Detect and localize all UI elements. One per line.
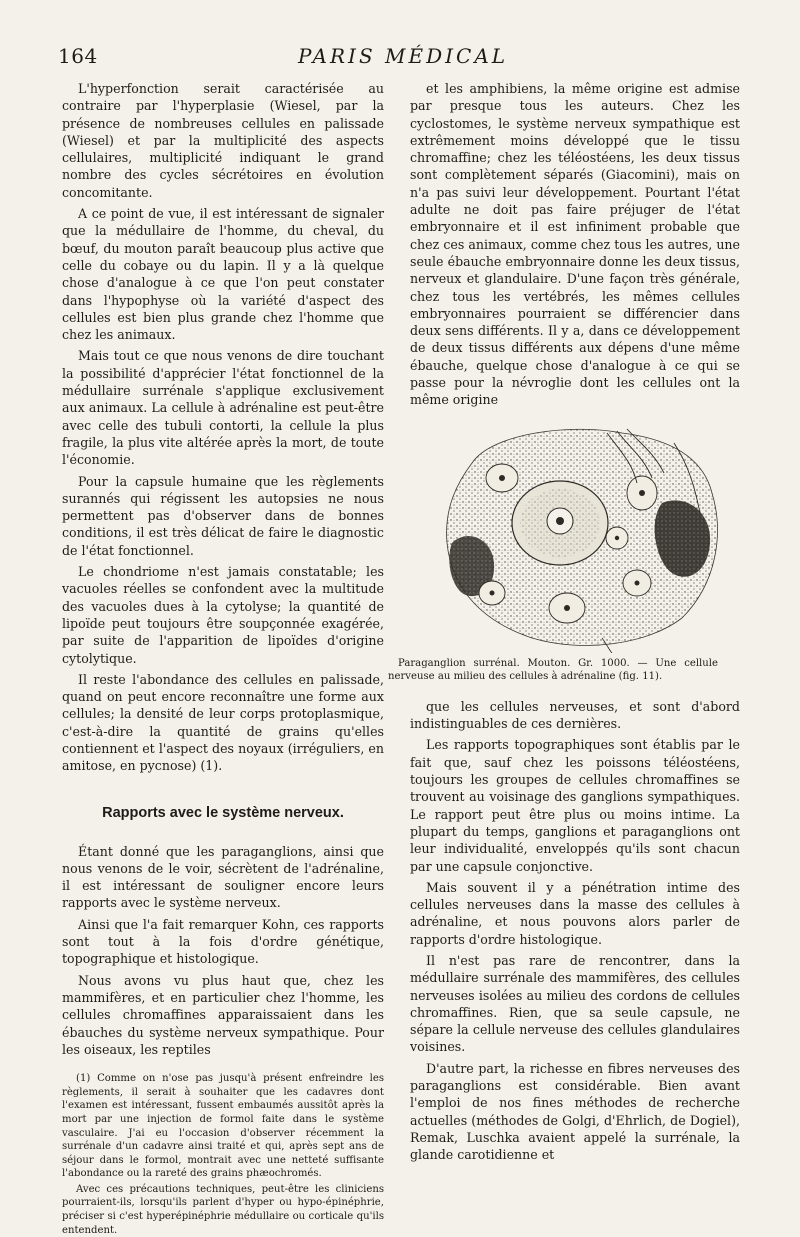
footnote: Avec ces précautions techniques, peut-être les cliniciens pourraient-ils, lorsqu'ils parlent d'hyper ou hypo-épinéphrie, préciser si c'est hyperépinéphrie médullaire ou corticale qu'ils entendent.: [62, 1183, 384, 1236]
left-column: [62, 80, 384, 1237]
paragraph: Ainsi que l'a fait remarquer Kohn, ces rapports sont tout à la fois d'ordre génétique, topographique et histologique.: [62, 916, 384, 967]
paragraph: que les cellules nerveuses, et sont d'abord indistinguables de ces dernières.: [410, 698, 740, 732]
paragraph: D'autre part, la richesse en fibres nerveuses des paraganglions est considérable. Bien avant l'emploi de nos fines méthodes de recherche actuelles (méthodes de Golgi, d'Ehrlich, de Dogiel), Remak, Luschka avaient appelé la surrénale, la glande carotidienne et: [410, 1060, 740, 1163]
paragraph: Le chondriome n'est jamais constatable; les vacuoles réelles se confondent avec la multitude des vacuoles dues à la cytolyse; la quantité de lipoïde peut toujours être soupçonnée exagérée, par suite de l'apparition de lipoïdes d'origine cytolytique.: [62, 564, 384, 666]
paragraph: Pour la capsule humaine que les règlements surannés qui régissent les autopsies ne nous permettent pas d'observer dans de bonnes conditions, il est très délicat de faire le diagnostic de l'état fonctionnel.: [62, 473, 384, 558]
paragraph: Les rapports topographiques sont établis par le fait que, sauf chez les poissons téléostéens, toujours les groupes de cellules chromaffines se trouvent au voisinage des ganglions sympathiques. Le rapport peut être plus ou moins intime. La plupart du temps, ganglions et paraganglions ont leur individualité, enveloppés qu'ils sont chacun par une capsule conjonctive.: [410, 737, 740, 874]
paragraph: A ce point de vue, il est intéressant de signaler que la médullaire de l'homme, du cheval, du bœuf, du mouton paraît beaucoup plus active que celle du cobaye ou du lapin. Il y a là quelque chose d'analogue à ce que l'on peut constater dans l'hypophyse où la variété d'aspect des cellules est bien plus grande chez l'homme que chez les animaux.: [62, 206, 384, 343]
paragraph: Il n'est pas rare de rencontrer, dans la médullaire surrénale des mammifères, des cellules nerveuses isolées au milieu des cordons de cellules chromaffines. Rien, que sa seule capsule, ne sépare la cellule nerveuse des cellules glandulaires voisines.: [410, 952, 740, 1055]
page-header: [58, 40, 748, 74]
journal-title: PARIS MÉDICAL: [297, 44, 509, 68]
page-number: 164: [58, 44, 98, 68]
paragraph: Mais tout ce que nous venons de dire touchant la possibilité d'apprécier l'état fonctionnel de la médullaire surrénale s'applique exclusivement aux animaux. La cellule à adrénaline est peut-être avec celle des tubuli contorti, la cellule la plus fragile, la plus vite altérée après la mort, de toute l'économie.: [62, 348, 384, 468]
paragraph: L'hyperfonction serait caractérisée au contraire par l'hyperplasie (Wiesel, par la présence de nombreuses cellules en palissade (Wiesel) et par la multiplicité des aspects cellulaires, multiplicité indiquant le grand nombre des cycles sécrétoires en évolution concomitante.: [62, 81, 384, 200]
footnote: (1) Comme on n'ose pas jusqu'à présent enfreindre les règlements, il serait à souhaiter que les cadavres dont l'examen est intéressant, fussent embaumés aussitôt après la mort par une injection de formol faite dans le système vasculaire. J'ai eu l'occasion d'observer récemment la surrénale d'un cadavre ainsi traité et qui, après sept ans de séjour dans le formol, montrait avec une netteté suffisante l'abondance ou la rareté des grains phæochromés.: [62, 1073, 384, 1180]
right-column: [388, 80, 740, 1164]
histology-figure: [432, 423, 732, 653]
figure-caption: Paraganglion surrénal. Mouton. Gr. 1000. — Une cellule nerveuse au milieu des cellules à adrénaline (fig. 11).: [388, 657, 718, 683]
footnotes: [62, 1072, 384, 1237]
paragraph: Il reste l'abondance des cellules en palissade, quand on peut encore reconnaître une forme aux cellules; la densité de leur corps protoplasmique, c'est-à-dire la quantité de grains qu'elles contiennent et l'aspect des noyaux (irréguliers, en amitose, en pycnose) (1).: [62, 671, 384, 774]
paragraph: Mais souvent il y a pénétration intime des cellules nerveuses dans la masse des cellules à adrénaline, et nous pouvons alors parler de rapports d'ordre histologique.: [410, 879, 740, 947]
paragraph: Nous avons vu plus haut que, chez les mammifères, et en particulier chez l'homme, les cellules chromaffines apparaissaient dans les ébauches du système nerveux sympathique. Pour les oiseaux, les reptiles: [62, 972, 384, 1057]
paragraph: Étant donné que les paraganglions, ainsi que nous venons de le voir, sécrètent de l'adrénaline, il est intéressant de souligner encore leurs rapports avec le système nerveux.: [62, 843, 384, 911]
paraganglion-illustration: [432, 423, 732, 653]
section-heading: Rapports avec le système nerveux.: [102, 804, 344, 821]
paragraph: et les amphibiens, la même origine est admise par presque tous les auteurs. Chez les cyclostomes, le système nerveux sympathique est extrêmement moins développé que le tissu chromaffine; chez les téléostéens, les deux tissus sont complètement séparés (Giacomini), mais on n'a pas suivi leur développement. Pourtant l'état adulte ne doit pas faire préjuger de l'état embryonnaire et il est infiniment probable que chez ces animaux, comme chez tous les autres, une seule ébauche embryonnaire donne les deux tissus, nerveux et glandulaire. D'une façon très générale, chez tous les vertébrés, les mêmes cellules embryonnaires pourraient se différencier dans deux sens différents. Il y a, dans ce développement de deux tissus différents aux dépens d'une même ébauche, quelque chose d'analogue à ce qui se passe pour la névroglie dont les cellules ont la même origine: [410, 81, 740, 408]
